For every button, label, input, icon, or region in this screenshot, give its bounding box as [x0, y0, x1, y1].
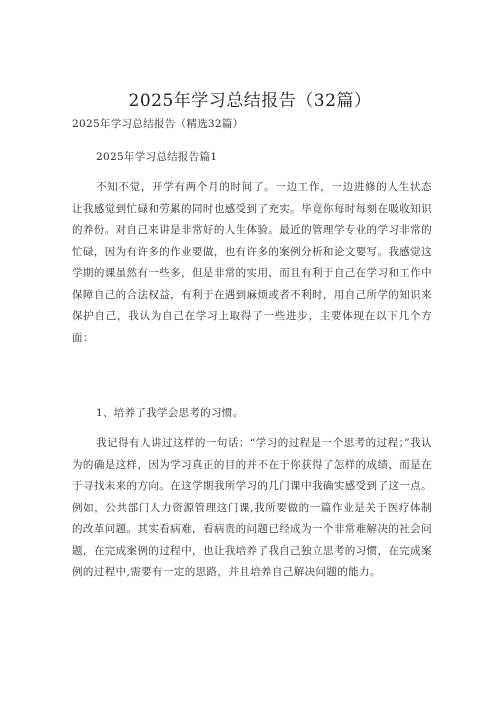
point-heading: 1、培养了我学会思考的习惯。	[96, 407, 244, 419]
document-subtitle: 2025年学习总结报告（精选32篇）	[72, 118, 244, 130]
document-title: 2025年学习总结报告（32篇）	[128, 91, 372, 111]
section-heading: 2025年学习总结报告篇1	[96, 151, 218, 163]
paragraph-intro: 不知不觉，开学有两个月的时间了。一边工作，一边进修的人生状态让我感觉到忙碌和劳累的同时也感受到了充实。毕竟你每时每刻在吸收知识的养份。对自己来讲是非常好的人生体验。最近的管理学专业的学习非常的忙碌，因为有许多的作业要做，也有许多的案例分析和论文要写。我感觉这学期的课虽然有一些多，但是非常的实用，而且有利于自己在学习和工作中保障自己的合法权益，有利于在遇到麻烦或者不利时，用自己所学的知识来保护自己，我认为自己在学习上取得了一些进步，主要体现在以下几个方面：	[72, 181, 432, 344]
paragraph-thinking: 我记得有人讲过这样的一句话：“学习的过程是一个思考的过程；”我认为的确是这样，因为学习真正的目的并不在于你获得了怎样的成绩，而是在于寻找未来的方向。在这学期我所学习的几门课中我确实感受到了这一点。例如，公共部门人力资源管理这门课,我所要做的一篇作业是关于医疗体制的改革问题。其实看病难，看病贵的问题已经成为一个非常难解决的社会问题，在完成案例的过程中，也让我培养了我自己独立思考的习惯，在完成案例的过程中,需要有一定的思路，并且培养自己解决问题的能力。	[72, 437, 432, 578]
